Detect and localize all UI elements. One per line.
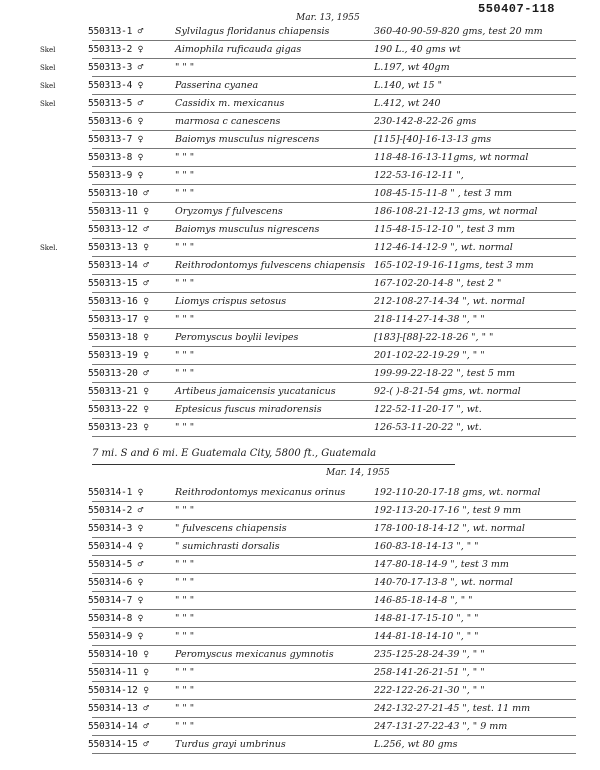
catalog-number: 550313-19 ♀ [88,350,149,361]
measurements: 190 L., 40 gms wt [374,44,461,55]
species-name: Reithrodontomys fulvescens chiapensis [175,260,365,271]
entry-row [0,41,600,59]
entry-row [0,131,600,149]
species-name: " " " [175,188,195,199]
locality-underline [92,464,455,465]
catalog-number: 550313-7 ♀ [88,134,144,145]
species-name: " " " [175,505,195,516]
entry-row [0,293,600,311]
catalog-number: 550314-9 ♀ [88,631,144,642]
entry-row [0,700,600,718]
entry-row [0,574,600,592]
species-name: " " " [175,278,195,289]
measurements: 148-81-17-15-10 ", " " [374,613,479,624]
catalog-number: 550313-22 ♀ [88,404,149,415]
species-name: Artibeus jamaicensis yucatanicus [175,386,336,397]
entry-row [0,401,600,419]
measurements: 235-125-28-24-39 ", " " [374,649,485,660]
entry-row [0,718,600,736]
measurements: 140-70-17-13-8 ", wt. normal [374,577,513,588]
catalog-number: 550313-6 ♀ [88,116,144,127]
measurements: 92-( )-8-21-54 gms, wt. normal [374,386,521,397]
catalog-number: 550314-7 ♀ [88,595,144,606]
catalog-number: 550314-8 ♀ [88,613,144,624]
measurements: 192-113-20-17-16 ", test 9 mm [374,505,522,516]
catalog-number: 550313-11 ♀ [88,206,149,217]
measurements: L.256, wt 80 gms [374,739,458,750]
species-name: " " " [175,62,195,73]
measurements: L.412, wt 240 [374,98,441,109]
species-name: Oryzomys f fulvescens [175,206,283,217]
species-name: " " " [175,422,195,433]
entry-row [0,383,600,401]
entry-row [0,221,600,239]
species-name: " " " [175,721,195,732]
species-name: Eptesicus fuscus miradorensis [175,404,322,415]
catalog-number: 550313-1 ♂ [88,26,144,37]
species-name: Reithrodontomys mexicanus orinus [175,487,346,498]
measurements: 122-52-11-20-17 ", wt. [374,404,482,415]
entry-row [0,646,600,664]
measurements: 199-99-22-18-22 ", test 5 mm [374,368,515,379]
section1-date: Mar. 13, 1955 [296,13,360,23]
measurements: 242-132-27-21-45 ", test. 11 mm [374,703,531,714]
entry-row [0,484,600,502]
species-name: Baiomys musculus nigrescens [175,134,320,145]
entry-row [0,664,600,682]
catalog-number: 550313-21 ♀ [88,386,149,397]
species-name: Cassidix m. mexicanus [175,98,285,109]
measurements: 122-53-16-12-11 ", [374,170,464,181]
measurements: 192-110-20-17-18 gms, wt. normal [374,487,541,498]
entry-row [0,736,600,754]
measurements: 108-45-15-11-8 " , test 3 mm [374,188,512,199]
section2-date: Mar. 14, 1955 [326,468,390,478]
species-name: " " " [175,559,195,570]
catalog-number: 550313-17 ♀ [88,314,149,325]
measurements: 167-102-20-14-8 ", test 2 " [374,278,502,289]
catalog-number: 550314-12 ♀ [88,685,149,696]
measurements: 115-48-15-12-10 ", test 3 mm [374,224,515,235]
species-name: Baiomys musculus nigrescens [175,224,320,235]
measurements: 112-46-14-12-9 ", wt. normal [374,242,513,253]
catalog-number: 550313-23 ♀ [88,422,149,433]
entry-row [0,628,600,646]
entry-row [0,419,600,437]
ruled-line [92,753,576,754]
measurements: 160-83-18-14-13 ", " " [374,541,479,552]
entry-row [0,59,600,77]
species-name: " " " [175,613,195,624]
preparation-tag: Skel [40,46,56,54]
page-id: 550407-118 [478,2,556,16]
species-name: " " " [175,667,195,678]
species-name: Peromyscus mexicanus gymnotis [175,649,334,660]
entry-row [0,275,600,293]
entry-row [0,329,600,347]
catalog-number: 550313-13 ♀ [88,242,149,253]
species-name: Sylvilagus floridanus chiapensis [175,26,330,37]
entry-row [0,239,600,257]
locality-heading: 7 mi. S and 6 mi. E Guatemala City, 5800 ft., Guatemala [92,448,377,459]
entry-row [0,538,600,556]
measurements: 118-48-16-13-11gms, wt normal [374,152,529,163]
entry-row [0,257,600,275]
species-name: Passerina cyanea [175,80,259,91]
species-name: " fulvescens chiapensis [175,523,287,534]
catalog-number: 550314-14 ♂ [88,721,149,732]
catalog-number: 550313-2 ♀ [88,44,144,55]
entry-row [0,77,600,95]
catalog-number: 550313-20 ♂ [88,368,149,379]
catalog-number: 550314-10 ♀ [88,649,149,660]
measurements: 186-108-21-12-13 gms, wt normal [374,206,538,217]
species-name: Liomys crispus setosus [175,296,287,307]
catalog-number: 550313-4 ♀ [88,80,144,91]
preparation-tag: Skel [40,64,56,72]
catalog-number: 550313-18 ♀ [88,332,149,343]
preparation-tag: Skel. [40,244,58,252]
catalog-number: 550314-15 ♂ [88,739,149,750]
species-name: " " " [175,703,195,714]
entry-row [0,556,600,574]
species-name: " " " [175,170,195,181]
preparation-tag: Skel [40,82,56,90]
measurements: 178-100-18-14-12 ", wt. normal [374,523,525,534]
species-name: " " " [175,242,195,253]
species-name: " " " [175,314,195,325]
measurements: [115]-[40]-16-13-13 gms [374,134,492,145]
ruled-line [92,436,576,437]
measurements: 201-102-22-19-29 ", " " [374,350,485,361]
species-name: " " " [175,152,195,163]
measurements: L.140, wt 15 " [374,80,442,91]
catalog-number: 550314-1 ♀ [88,487,144,498]
catalog-number: 550314-6 ♀ [88,577,144,588]
species-name: Turdus grayi umbrinus [175,739,286,750]
species-name: " " " [175,595,195,606]
preparation-tag: Skel [40,100,56,108]
measurements: 126-53-11-20-22 ", wt. [374,422,482,433]
entry-row [0,167,600,185]
catalog-number: 550313-8 ♀ [88,152,144,163]
catalog-number: 550314-11 ♀ [88,667,149,678]
species-name: " " " [175,368,195,379]
measurements: L.197, wt 40gm [374,62,450,73]
catalog-number: 550314-4 ♀ [88,541,144,552]
species-name: " " " [175,350,195,361]
entry-row [0,502,600,520]
entry-row [0,682,600,700]
catalog-number: 550314-3 ♀ [88,523,144,534]
measurements: 144-81-18-14-10 ", " " [374,631,479,642]
measurements: [183]-[88]-22-18-26 ", " " [374,332,494,343]
measurements: 218-114-27-14-38 ", " " [374,314,485,325]
entry-row [0,149,600,167]
catalog-number: 550313-16 ♀ [88,296,149,307]
species-name: " " " [175,685,195,696]
entry-row [0,23,600,41]
entry-row [0,520,600,538]
measurements: 222-122-26-21-30 ", " " [374,685,485,696]
entry-row [0,610,600,628]
catalog-number: 550313-9 ♀ [88,170,144,181]
measurements: 360-40-90-59-820 gms, test 20 mm [374,26,543,37]
measurements: 165-102-19-16-11gms, test 3 mm [374,260,534,271]
measurements: 258-141-26-21-51 ", " " [374,667,485,678]
measurements: 230-142-8-22-26 gms [374,116,477,127]
catalog-number: 550314-13 ♂ [88,703,149,714]
species-name: Peromyscus boylii levipes [175,332,299,343]
entry-row [0,365,600,383]
species-name: " sumichrasti dorsalis [175,541,280,552]
measurements: 147-80-18-14-9 ", test 3 mm [374,559,509,570]
entry-row [0,185,600,203]
entry-row [0,347,600,365]
species-name: " " " [175,631,195,642]
catalog-number: 550314-2 ♂ [88,505,144,516]
entry-row [0,592,600,610]
entry-row [0,95,600,113]
entry-row [0,203,600,221]
measurements: 247-131-27-22-43 ", " 9 mm [374,721,508,732]
catalog-number: 550313-3 ♂ [88,62,144,73]
measurements: 212-108-27-14-34 ", wt. normal [374,296,525,307]
catalog-number: 550313-5 ♂ [88,98,144,109]
entry-row [0,113,600,131]
catalog-number: 550313-15 ♂ [88,278,149,289]
entry-row [0,311,600,329]
catalog-number: 550313-12 ♂ [88,224,149,235]
catalog-number: 550313-10 ♂ [88,188,149,199]
species-name: " " " [175,577,195,588]
catalog-number: 550314-5 ♂ [88,559,144,570]
measurements: 146-85-18-14-8 ", " " [374,595,473,606]
species-name: Aimophila ruficauda gigas [175,44,302,55]
catalog-number: 550313-14 ♂ [88,260,149,271]
species-name: marmosa c canescens [175,116,281,127]
